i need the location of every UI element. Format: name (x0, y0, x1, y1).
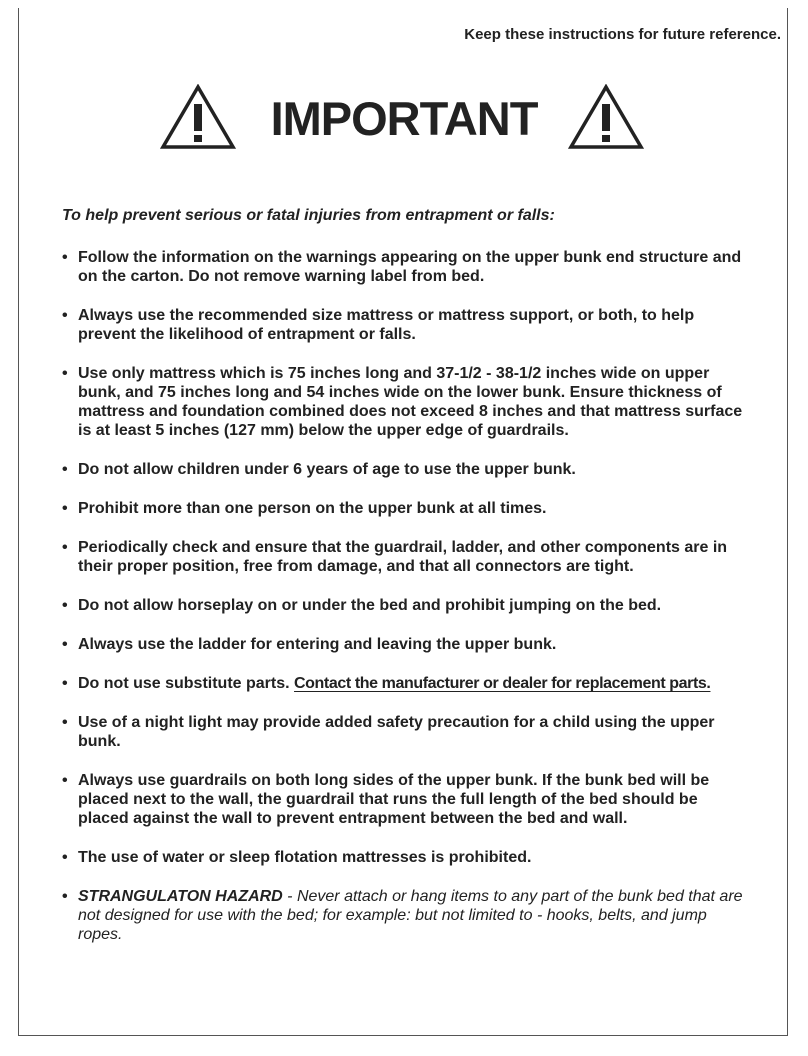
warning-text: Prohibit more than one person on the upper bunk at all times. (78, 500, 547, 517)
warnings-list (60, 248, 750, 964)
bullet: • (62, 500, 68, 517)
list-item (60, 674, 750, 693)
bullet: • (62, 539, 68, 556)
bullet: • (62, 597, 68, 614)
bullet: • (62, 636, 68, 653)
warning-triangle-icon (160, 84, 236, 150)
intro-text: To help prevent serious or fatal injuries from entrapment or falls: (62, 207, 555, 224)
warning-text: Use of a night light may provide added safety precaution for a child using the upper bunk. (78, 714, 715, 750)
bullet: • (62, 714, 68, 731)
list-item (60, 887, 750, 944)
bullet: • (62, 461, 68, 478)
warning-text: The use of water or sleep flotation mattresses is prohibited. (78, 849, 532, 866)
bullet: • (62, 365, 68, 382)
warning-text: Do not allow horseplay on or under the bed and prohibit jumping on the bed. (78, 597, 662, 614)
warning-text: Always use the recommended size mattress or mattress support, or both, to help prevent the likelihood of entrapment or falls. (78, 307, 695, 343)
list-item (60, 713, 750, 751)
list-item (60, 499, 750, 518)
warning-text: Follow the information on the warnings appearing on the upper bunk end structure and on the carton. Do not remove warning label from bed. (78, 249, 742, 285)
reference-note: Keep these instructions for future reference. (464, 26, 781, 43)
warning-text: Always use the ladder for entering and leaving the upper bunk. (78, 636, 557, 653)
bullet: • (62, 888, 68, 905)
bullet: • (62, 249, 68, 266)
warning-triangle-icon (568, 84, 644, 150)
list-item (60, 596, 750, 615)
list-item (60, 635, 750, 654)
list-item (60, 538, 750, 576)
page-title: IMPORTANT (270, 92, 538, 145)
bullet: • (62, 772, 68, 789)
list-item (60, 306, 750, 344)
list-item (60, 771, 750, 828)
bullet: • (62, 675, 68, 692)
bullet: • (62, 849, 68, 866)
warning-text: Always use guardrails on both long sides of the upper bunk. If the bunk bed will be placed next to the wall, the guardrail that runs the full length of the bed should be placed against the wall to prevent entrapment between the bed and wall. (78, 772, 710, 827)
bullet: • (62, 307, 68, 324)
list-item (60, 364, 750, 440)
hazard-text: - Never attach or hang items to any part of the bunk bed that are not designed for use with the bed; for example: but not limited to - hooks, belts, and jump ropes. (78, 888, 743, 943)
list-item (60, 460, 750, 479)
warning-text: Periodically check and ensure that the guardrail, ladder, and other components are in their proper position, free from damage, and that all connectors are tight. (78, 539, 728, 575)
hazard-label: STRANGULATON HAZARD (78, 888, 283, 905)
title-row (0, 80, 808, 154)
warning-text: Do not use substitute parts. (78, 675, 290, 692)
list-item (60, 248, 750, 286)
warning-text: Do not allow children under 6 years of age to use the upper bunk. (78, 461, 576, 478)
replacement-parts-note: Contact the manufacturer or dealer for replacement parts. (294, 675, 711, 692)
list-item (60, 848, 750, 867)
warning-text: Use only mattress which is 75 inches long and 37-1/2 - 38-1/2 inches wide on upper bunk, and 75 inches long and 54 inches wide on the lower bunk. Ensure thickness of mattress and foundation combined does not exceed 8 inches and that mattress surface is at least 5 inches (127 mm) below the upper edge of guardrails. (78, 365, 743, 439)
